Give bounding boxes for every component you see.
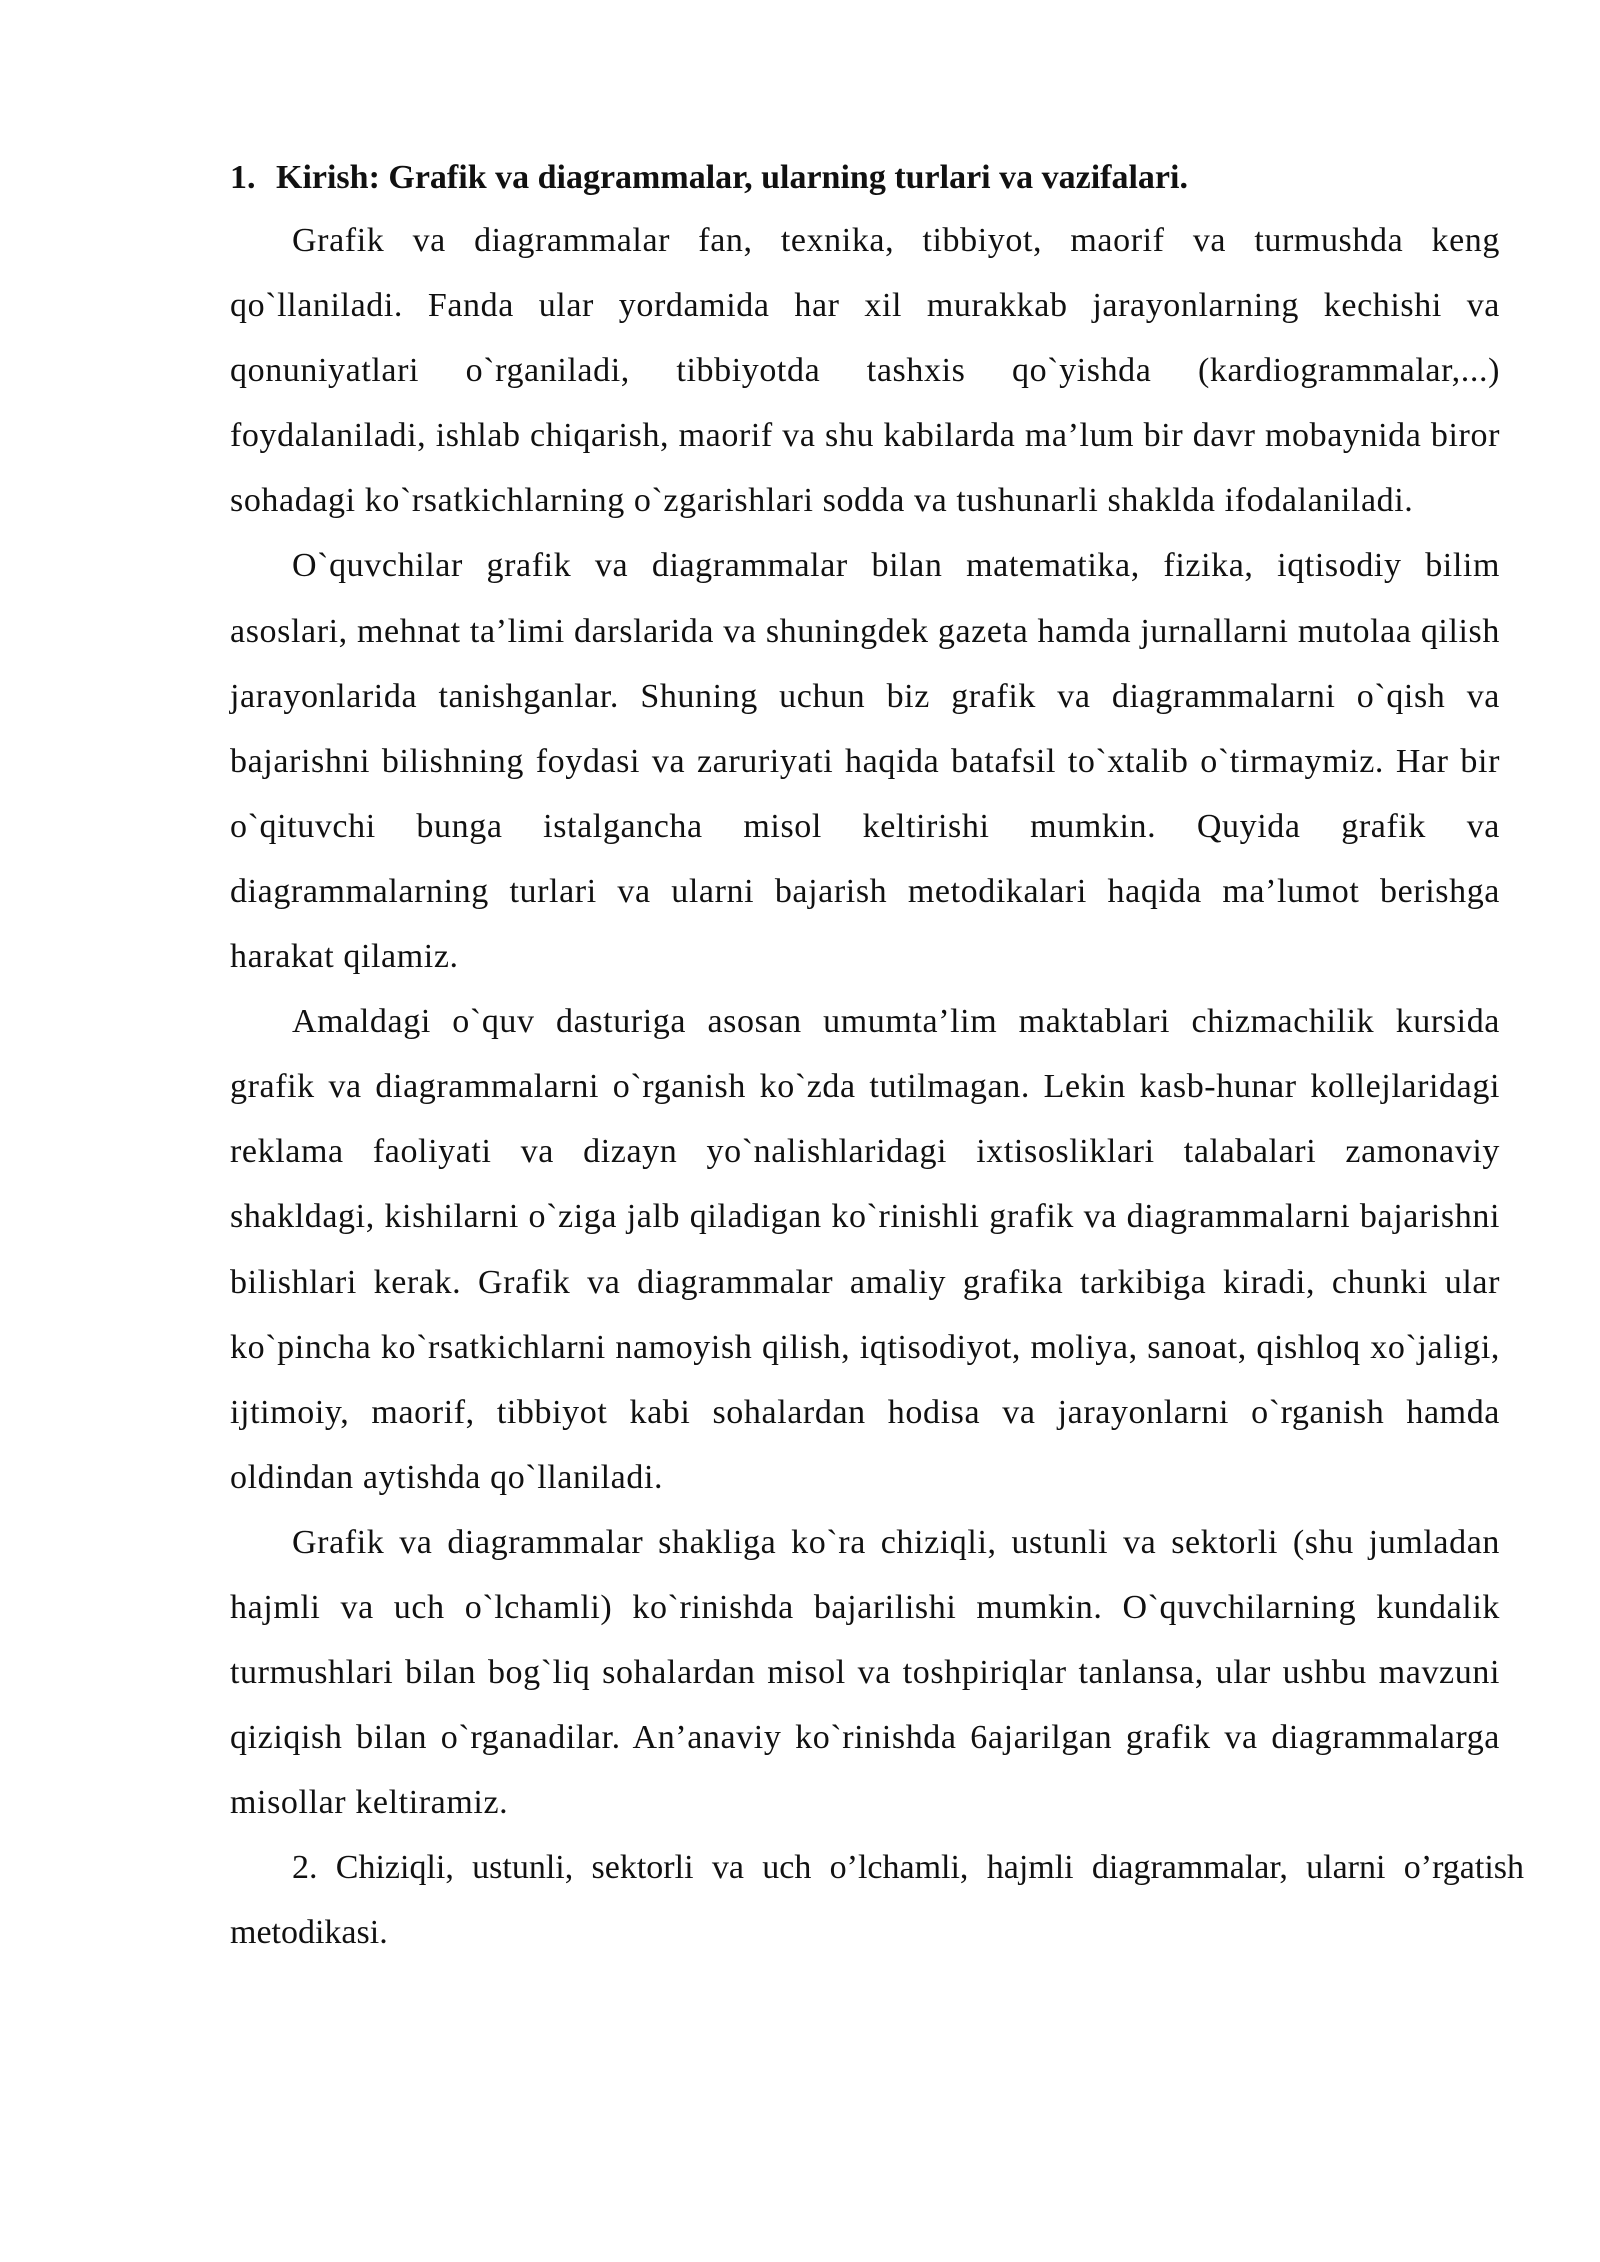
document-page — [230, 148, 1524, 1966]
paragraph-2: O`quvchilar grafik va diagrammalar bilan matematika, fizika, iqtisodiy bilim asoslari, mehnat ta’limi darslarida va shuningdek gazeta hamda jurnallarni mutolaa qilish jarayonlarida tanishganlar. Shuning uchun biz grafik va diagrammalarni o`qish va bajarishni bilishning foydasi va zaruriyati haqida batafsil to`xtalib o`tirmaymiz. Har bir o`qituvchi bunga istalgancha misol keltirishi mumkin. Quyida grafik va diagrammalarning turlari va ularni bajarish metodikalari haqida ma’lumot berishga harakat qilamiz. — [230, 547, 1500, 976]
paragraph-1: Grafik va diagrammalar fan, texnika, tibbiyot, maorif va turmushda keng qo`llaniladi. Fanda ular yordamida har xil murakkab jarayonlarning kechishi va qonuniyatlari o`rganiladi, tibbiyotda tashxis qo`yishda (kardiogrammalar,...) foydalaniladi, ishlab chiqarish, maorif va shu kabilarda ma’lum bir davr mobaynida biror sohadagi ko`rsatkichlarning o`zgarishlari sodda va tushunarli shaklda ifodalaniladi. — [230, 222, 1500, 520]
paragraph-4: Grafik va diagrammalar shakliga ko`ra chiziqli, ustunli va sektorli (shu jumladan hajmli va uch o`lchamli) ko`rinishda bajarilishi mumkin. O`quvchilarning kundalik turmushlari bilan bog`liq sohalardan misol va toshpiriqlar tanlansa, ular ushbu mavzuni qiziqish bilan o`rganadilar. An’anaviy ko`rinishda 6ajarilgan grafik va diagrammalarga misollar keltiramiz. — [230, 1523, 1500, 1822]
section-title: Kirish: Grafik va diagrammalar, ularning turlari va vazifalari. — [276, 159, 1188, 196]
section-number: 1. — [230, 159, 256, 196]
section-2-heading: 2. Chiziqli, ustunli, sektorli va uch o’lchamli, hajmli diagrammalar, ularni o’rgatish metodikasi. — [230, 1849, 1524, 1952]
section-heading — [230, 148, 1500, 208]
paragraph-3: Amaldagi o`quv dasturiga asosan umumta’lim maktablari chizmachilik kursida grafik va diagrammalarni o`rganish ko`zda tutilmagan. Lekin kasb-hunar kollejlaridagi reklama faoliyati va dizayn yo`nalishlaridagi ixtisosliklari talabalari zamonaviy shakldagi, kishilarni o`ziga jalb qiladigan ko`rinishli grafik va diagrammalarni bajarishni bilishlari kerak. Grafik va diagrammalar amaliy grafika tarkibiga kiradi, chunki ular ko`pincha ko`rsatkichlarni namoyish qilish, iqtisodiyot, moliya, sanoat, qishloq xo`jaligi, ijtimoiy, maorif, tibbiyot kabi sohalardan hodisa va jarayonlarni o`rganish hamda oldindan aytishda qo`llaniladi. — [230, 1003, 1500, 1496]
